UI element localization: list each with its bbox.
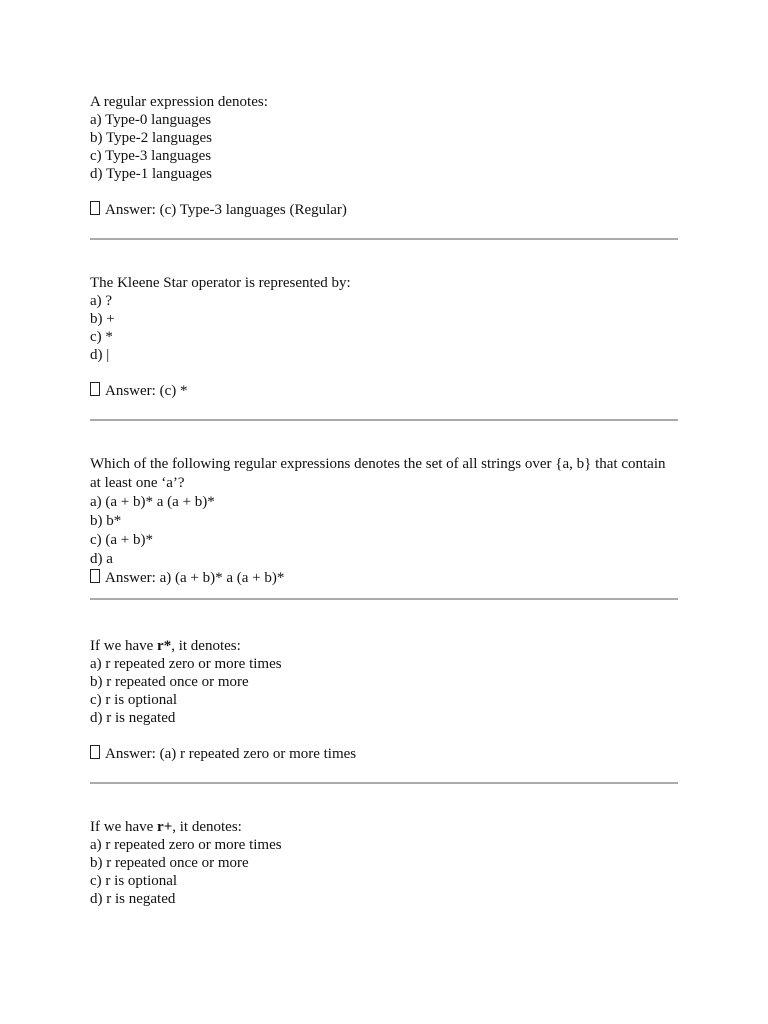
answer-line <box>90 745 678 763</box>
option-d: d) r is negated <box>90 710 176 726</box>
option-a: a) (a + b)* a (a + b)* <box>90 494 215 510</box>
separator <box>90 782 678 784</box>
question-prefix: If we have <box>90 638 158 654</box>
document-body <box>90 93 678 908</box>
separator <box>90 598 678 600</box>
option-c: c) * <box>90 329 113 345</box>
answer-text: Answer: (c) * <box>105 383 188 399</box>
option-a: a) r repeated zero or more times <box>90 837 282 853</box>
checkbox-icon <box>90 745 100 759</box>
answer-text: Answer: a) (a + b)* a (a + b)* <box>105 570 285 586</box>
option-d: d) a <box>90 551 113 567</box>
answer-line <box>90 569 678 588</box>
question-block <box>90 93 678 219</box>
option-b: b) + <box>90 311 115 327</box>
option-b: b) Type-2 languages <box>90 130 212 146</box>
question-suffix: , it denotes: <box>171 638 241 654</box>
answer-line <box>90 201 678 219</box>
option-a: a) Type-0 languages <box>90 112 212 128</box>
question-text: Which of the following regular expressions denotes the set of all strings over {a, b} that contain at least one ‘a’? <box>90 456 666 491</box>
option-c: c) (a + b)* <box>90 532 154 548</box>
question-text: A regular expression denotes: <box>90 94 268 110</box>
question-text <box>90 818 678 836</box>
option-b: b) r repeated once or more <box>90 855 249 871</box>
option-c: c) r is optional <box>90 692 178 708</box>
option-c: c) r is optional <box>90 873 178 889</box>
question-block <box>90 455 678 588</box>
checkbox-icon <box>90 382 100 396</box>
answer-line <box>90 382 678 400</box>
question-block <box>90 274 678 400</box>
question-prefix: If we have <box>90 819 158 835</box>
question-suffix: , it denotes: <box>172 819 242 835</box>
option-d: d) Type-1 languages <box>90 166 212 182</box>
option-c: c) Type-3 languages <box>90 148 212 164</box>
separator <box>90 419 678 421</box>
option-a: a) r repeated zero or more times <box>90 656 282 672</box>
separator <box>90 238 678 240</box>
answer-text: Answer: (c) Type-3 languages (Regular) <box>105 202 347 218</box>
question-text: The Kleene Star operator is represented by: <box>90 275 351 291</box>
answer-text: Answer: (a) r repeated zero or more times <box>105 746 357 762</box>
option-a: a) ? <box>90 293 113 309</box>
question-bold-term: r* <box>157 638 172 654</box>
option-b: b) b* <box>90 513 122 529</box>
option-d: d) | <box>90 347 110 363</box>
option-d: d) r is negated <box>90 891 176 907</box>
question-block <box>90 818 678 908</box>
checkbox-icon <box>90 569 100 583</box>
question-text <box>90 637 678 655</box>
question-bold-term: r+ <box>157 819 173 835</box>
option-b: b) r repeated once or more <box>90 674 249 690</box>
question-block <box>90 637 678 763</box>
checkbox-icon <box>90 201 100 215</box>
